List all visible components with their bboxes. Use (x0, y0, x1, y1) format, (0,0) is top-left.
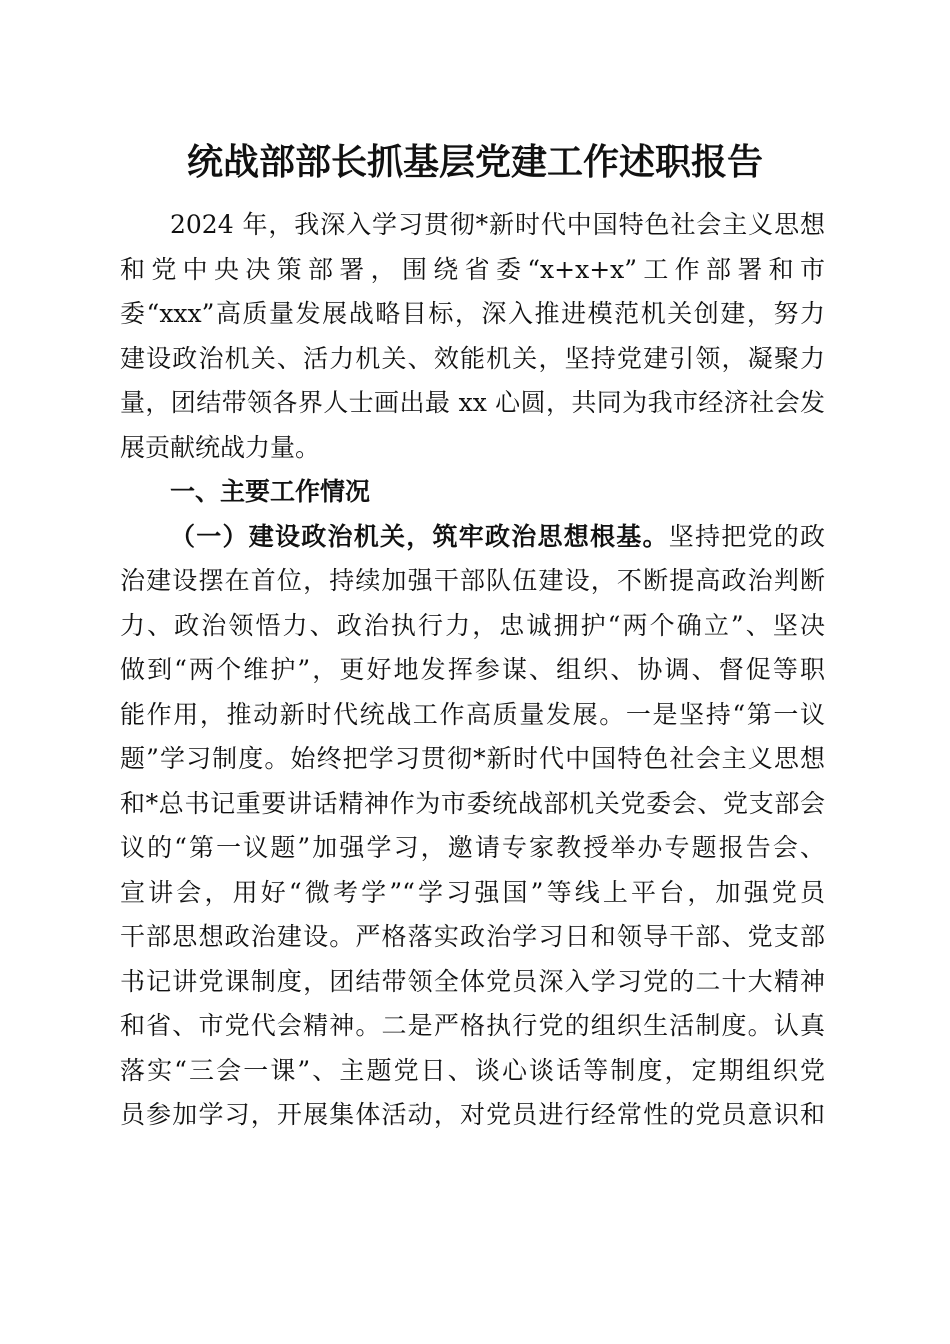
text-line: 委“xxx”高质量发展战略目标，深入推进模范机关创建，努力 (120, 299, 825, 328)
text-line (120, 515, 825, 560)
text-line: 干部思想政治建设。严格落实政治学习日和领导干部、党支部 (120, 922, 825, 951)
text-line: 2024 年，我深入学习贯彻*新时代中国特色社会主义思想 (170, 210, 825, 239)
text-line: 宣讲会，用好“微考学”“学习强国”等线上平台，加强党员 (120, 877, 825, 907)
text-line: 建设政治机关、活力机关、效能机关，坚持党建引领，凝聚力 (120, 343, 825, 373)
document-title: 统战部部长抓基层党建工作述职报告 (186, 141, 763, 183)
text-line: 书记讲党课制度，团结带领全体党员深入学习党的二十大精神 (120, 966, 825, 996)
text-line: 力、政治领悟力、政治执行力，忠诚拥护“两个确立”、坚决 (120, 610, 825, 640)
text-line: 展贡献统战力量。 (120, 432, 321, 462)
section-heading: 一、主要工作情况 (170, 477, 371, 506)
text-line: 题”学习制度。始终把学习贯彻*新时代中国特色社会主义思想 (120, 744, 825, 773)
subsection-heading: （一）建设政治机关，筑牢政治思想根基。 (170, 521, 669, 551)
paragraph-intro (120, 203, 825, 470)
text-line: 和*总书记重要讲话精神作为市委统战部机关党委会、党支部会 (120, 788, 825, 818)
document-body (120, 203, 825, 1138)
text-line: 和省、市党代会精神。二是严格执行党的组织生活制度。认真 (120, 1011, 825, 1040)
text-line: 和党中央决策部署，围绕省委“x+x+x”工作部署和市 (120, 254, 825, 284)
text-line: 员参加学习，开展集体活动，对党员进行经常性的党员意识和 (120, 1100, 825, 1129)
text-line: 议的“第一议题”加强学习，邀请专家教授举办专题报告会、 (120, 833, 825, 862)
text-line: 治建设摆在首位，持续加强干部队伍建设，不断提高政治判断 (120, 566, 825, 595)
text-line: 量，团结带领各界人士画出最 xx 心圆，共同为我市经济社会发 (120, 388, 825, 417)
text-segment: 坚持把党的政 (668, 521, 825, 551)
text-line: 落实“三会一课”、主题党日、谈心谈话等制度，定期组织党 (120, 1055, 825, 1085)
text-line: 做到“两个维护”，更好地发挥参谋、组织、协调、督促等职 (120, 655, 825, 684)
paragraph-political (120, 515, 825, 1138)
text-line: 能作用，推动新时代统战工作高质量发展。一是坚持“第一议 (120, 699, 825, 729)
